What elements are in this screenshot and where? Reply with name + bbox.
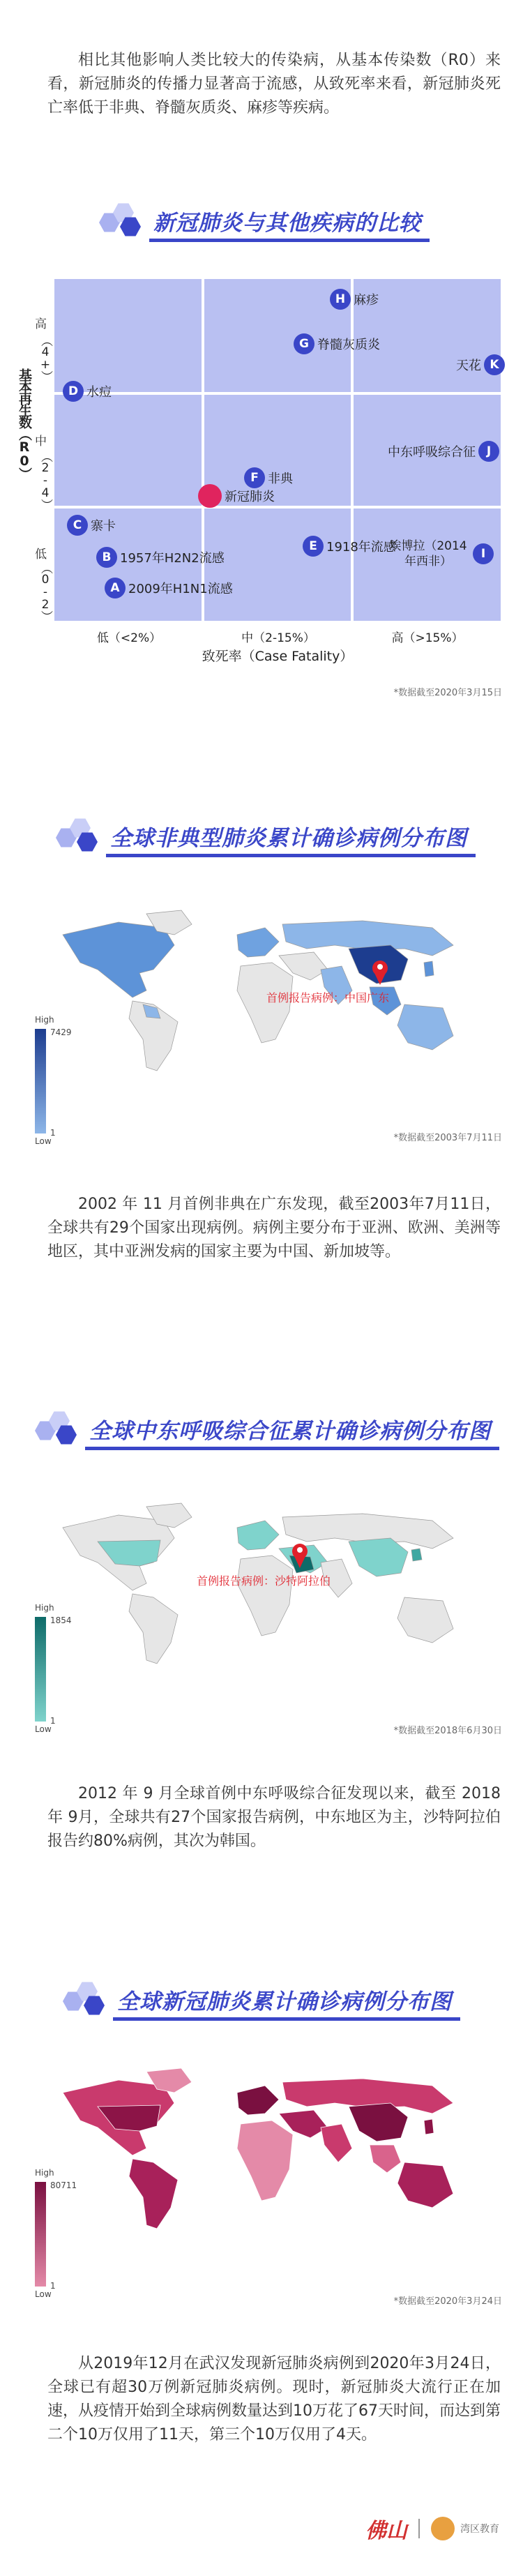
point-f-sars: F 非典	[244, 467, 293, 488]
x-tick-low: 低（<2%）	[96, 631, 162, 645]
point-covid19: 新冠肺炎	[198, 484, 275, 508]
y-tick-mid: 中	[35, 435, 47, 449]
covid-world-map	[42, 2065, 481, 2239]
point-g-polio: G 脊髓灰质炎	[294, 333, 380, 354]
section4-paragraph: 从2019年12月在武汉发现新冠肺炎病例到2020年3月24日，全球已有超30万例新冠肺炎病例。现时，新冠肺炎大流行正在加速，从疫情开始到全球病例数量达到10万花了67天时间，而达到第二个10万仅用了11天，第三个10万仅用了4天。	[47, 2355, 501, 2443]
section3-header	[35, 1410, 491, 1447]
hexagon-icon	[56, 818, 106, 854]
sars-world-map	[42, 907, 481, 1081]
point-h-measles: H 麻疹	[330, 289, 379, 310]
foshan-logo: 佛山	[365, 2519, 407, 2543]
section2-title: 全球非典型肺炎累计确诊病例分布图	[106, 820, 467, 852]
section2-note: *数据截至2003年7月11日	[393, 1133, 502, 1143]
y-tick-high: 高	[35, 317, 47, 331]
point-i-ebola: I 埃博拉（2014年西非）	[386, 538, 494, 569]
section4-header	[63, 1981, 452, 2017]
section2-paragraph: 2002 年 11 月首例非典在广东发现，截至2003年7月11日，全球共有29个国家出现病例。病例主要分布于亚洲、欧洲、美洲等地区，其中亚洲发病的国家主要为中国、新加坡等。	[47, 1196, 501, 1260]
point-a-2009-flu: A 2009年H1N1流感	[105, 578, 233, 598]
y-tick-high-range: （4+）	[38, 335, 52, 381]
section3-title: 全球中东呼吸综合征累计确诊病例分布图	[85, 1413, 491, 1445]
y-axis-main-label: 基本再生数（R0）	[17, 368, 32, 479]
y-tick-low-range: （0-2）	[38, 562, 52, 621]
hexagon-icon	[99, 202, 149, 239]
x-axis-label: 致死率（Case Fatality）	[202, 649, 354, 664]
hexagon-icon	[63, 1981, 113, 2017]
bay-edu-logo-icon	[431, 2517, 455, 2540]
section2-header	[56, 818, 467, 854]
hexagon-icon	[35, 1410, 85, 1447]
section4-title: 全球新冠肺炎累计确诊病例分布图	[113, 1984, 452, 2015]
section3-paragraph: 2012 年 9 月全球首例中东呼吸综合征发现以来，截至 2018年 9月，全球共有27个国家报告病例，中东地区为主，沙特阿拉伯报告约80%病例，其次为韩国。	[47, 1785, 501, 1850]
point-b-1957-flu: B 1957年H2N2流感	[96, 547, 225, 568]
section4-note: *数据截至2020年3月24日	[393, 2296, 502, 2307]
section1-title: 新冠肺炎与其他疾病的比较	[149, 205, 421, 236]
section1-note: *数据截至2020年3月15日	[393, 688, 502, 698]
bay-edu-logo: 湾区教育	[460, 2524, 499, 2535]
intro-paragraph: 相比其他影响人类比较大的传染病，从基本传染数（R0）来看，新冠肺炎的传播力显著高于流感，从致死率来看，新冠肺炎死亡率低于非典、脊髓灰质炎、麻疹等疾病。	[47, 52, 501, 116]
point-k-smallpox: K 天花	[456, 354, 505, 375]
comparison-chart	[54, 279, 501, 621]
sars-pin-label: 首例报告病例：中国广东	[266, 991, 390, 1004]
point-e-1918-flu: E 1918年流感	[303, 536, 396, 557]
mers-pin-label: 首例报告病例：沙特阿拉伯	[197, 1574, 331, 1588]
point-c-zika: C 寨卡	[67, 515, 116, 536]
x-tick-mid: 中（2-15%）	[241, 631, 315, 645]
point-d-chickenpox: D 水痘	[63, 381, 112, 402]
y-tick-mid-range: （2-4）	[38, 451, 52, 509]
y-tick-low: 低	[35, 548, 47, 562]
section1-header	[99, 202, 421, 239]
point-j-mers: J 中东呼吸综合征	[388, 441, 499, 462]
footer-logos	[365, 2513, 499, 2544]
x-tick-high: 高（>15%）	[391, 631, 464, 645]
section3-note: *数据截至2018年6月30日	[393, 1726, 502, 1736]
